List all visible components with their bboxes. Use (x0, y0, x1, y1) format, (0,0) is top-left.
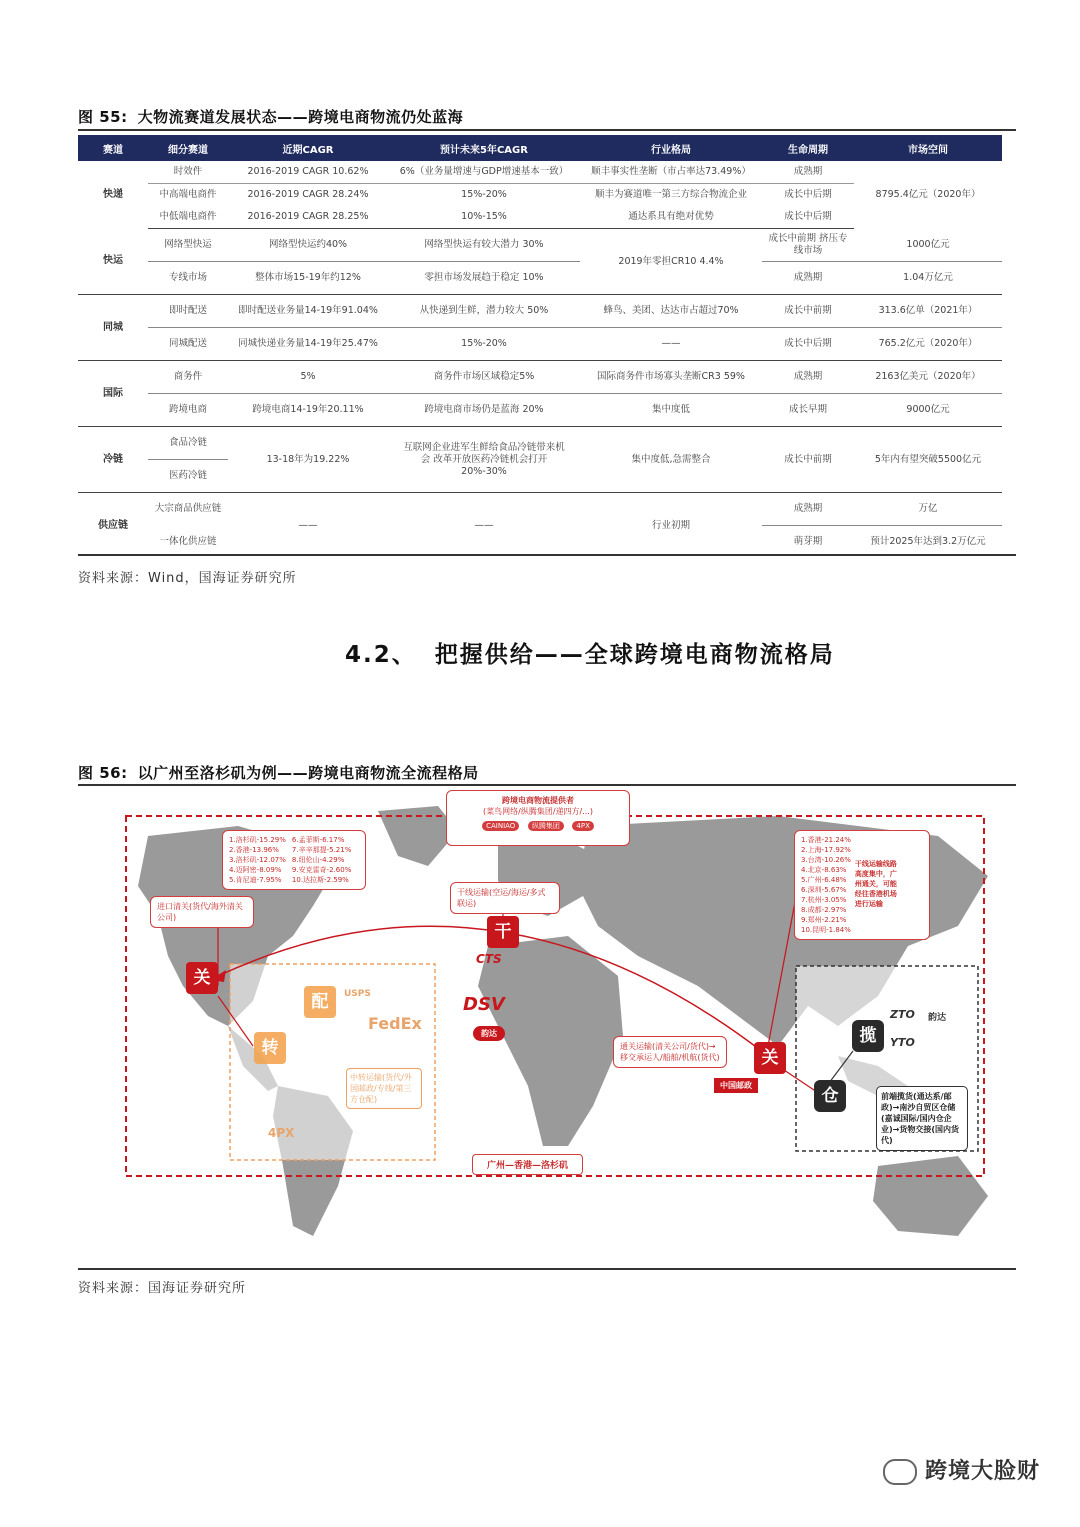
header-track: 赛道 (78, 135, 148, 161)
header-recent-cagr: 近期CAGR (228, 135, 388, 161)
cell-lifecycle: 成长早期 (762, 394, 854, 427)
cell-cagr: 跨境电商14-19年20.11% (228, 394, 388, 427)
list-item: 7.杭州-3.05% (801, 896, 847, 904)
market-status-table (78, 135, 1002, 558)
source-note: 资料来源：Wind，国海证券研究所 (78, 571, 297, 586)
header-pattern: 行业格局 (580, 135, 762, 161)
cell-future: 网络型快运有较大潜力 30% (388, 229, 580, 262)
table-row (78, 328, 1002, 361)
cell-subtrack: 跨境电商 (148, 394, 228, 427)
cell-lifecycle: 成长中前期 (762, 427, 854, 493)
cell-cagr: 网络型快运约40% (228, 229, 388, 262)
list-item: 2.香港-13.96% (229, 846, 279, 854)
figure-bottom-rule (78, 1268, 1016, 1270)
table-row (78, 161, 1002, 184)
cell-category: 同城 (78, 295, 148, 361)
cell-pattern: —— (580, 328, 762, 361)
table-row (78, 361, 1002, 394)
list-item: 6.深圳-5.67% (801, 886, 847, 894)
cell-pattern: 蜂鸟、美团、达达市占超过70% (580, 295, 762, 328)
cell-cagr: 2016-2019 CAGR 10.62% (247, 166, 369, 177)
list-item: 8.成都-2.97% (801, 906, 847, 914)
cell-future: 零担市场发展趋于稳定 10% (388, 262, 580, 295)
cell-cagr: —— (298, 519, 318, 531)
cainiao-logo: CAINIAO (482, 821, 519, 831)
cell-cagr: 5% (228, 361, 388, 394)
cell-lifecycle: 成长中后期 (762, 206, 854, 229)
gan-badge: 干 (487, 916, 519, 948)
cell-cagr: 整体市场15-19年约12% (228, 262, 388, 295)
list-item: 10.达拉斯-2.59% (291, 876, 349, 884)
cell-lifecycle: 成长中后期 (784, 189, 832, 200)
cell-pattern: 通达系具有绝对优势 (580, 206, 762, 229)
cell-lifecycle: 成熟期 (762, 493, 854, 526)
logistics-provider-box (446, 790, 630, 846)
table-header-row (78, 135, 1002, 161)
cts-logo: CTS (476, 952, 502, 966)
figure-55-title (78, 106, 463, 127)
table-row (78, 295, 1002, 328)
cell-future: 6%（业务量增速与GDP增速基本一致） (399, 166, 569, 177)
table-bottom-rule (78, 554, 1016, 556)
cell-subtrack: 大宗商品供应链 (154, 503, 222, 515)
table-row (78, 262, 1002, 295)
cell-pattern: 顺丰为赛道唯一第三方综合物流企业 (594, 189, 747, 200)
cell-subtrack: 商务件 (148, 361, 228, 394)
list-item: 3.台湾-10.26% (801, 856, 851, 864)
cell-lifecycle: 成熟期 (762, 361, 854, 394)
cell-cagr: 2016-2019 CAGR 28.24% (247, 189, 369, 200)
cell-pattern: 集中度低,急需整合 (580, 427, 762, 493)
cell-subtrack: 中低端电商件 (148, 206, 228, 229)
cn-trunk-note: 干线运输线路高度集中，广州通关，可能经往香港机场进行运输 (854, 860, 897, 908)
source-note: 资料来源：国海证券研究所 (78, 1281, 247, 1296)
wechat-brand (883, 1454, 1040, 1485)
cn-airport-ranking (794, 830, 930, 940)
yto-logo: YTO (890, 1036, 915, 1049)
guan-badge-cn: 关 (754, 1042, 786, 1074)
cell-cagr: 2016-2019 CAGR 28.25% (228, 206, 388, 229)
list-item: 6.孟菲斯-6.17% (291, 836, 345, 844)
cell-cagr: 同城快递业务量14-19年25.47% (228, 328, 388, 361)
cell-future: 从快递到生鲜，潜力较大 50% (388, 295, 580, 328)
list-item: 8.纽伦山-4.29% (291, 856, 345, 864)
cell-lifecycle: 成熟期 (793, 166, 823, 177)
cell-category: 供应链 (98, 519, 128, 531)
fedex-logo: FedEx (368, 1014, 422, 1033)
cell-market: 1000亿元 (854, 229, 1002, 262)
list-item: 7.辛辛那提-5.21% (291, 846, 352, 854)
section-title: 把握供给——全球跨境电商物流格局 (434, 642, 835, 668)
table-row (78, 229, 1002, 262)
brand-name: 跨境大脸财 (924, 1459, 1040, 1484)
cell-future: 10%-15% (388, 206, 580, 229)
cell-subtrack: 食品冷链 (148, 427, 228, 460)
figure-56-title (78, 762, 479, 783)
header-market: 市场空间 (854, 135, 1002, 161)
list-item: 5.广州-6.48% (801, 876, 847, 884)
figure-number: 图 56: (78, 764, 128, 782)
yunda-logo: 韵达 (928, 1013, 947, 1023)
cell-market: 预计2025年达到3.2万亿元 (870, 536, 986, 547)
list-item: 4.北京-8.63% (801, 866, 847, 874)
4px-logo: 4PX (572, 821, 593, 831)
section-number: 4.2、 (345, 642, 417, 668)
table-row (78, 394, 1002, 427)
cell-pattern: 集中度低 (580, 394, 762, 427)
trunk-transport-box: 干线运输(空运/海运/多式联运) (450, 882, 560, 914)
cell-market: 765.2亿元（2020年） (854, 328, 1002, 361)
cell-future: —— (474, 519, 494, 531)
cell-lifecycle: 成长中前期 挤压专线市场 (762, 229, 854, 262)
figure-number: 图 55: (78, 108, 128, 126)
zongteng-logo: 纵腾集团 (528, 821, 564, 831)
guan-badge-us: 关 (186, 962, 218, 994)
cell-category: 冷链 (78, 427, 148, 493)
cell-cagr: 即时配送业务量14-19年91.04% (228, 295, 388, 328)
pei-badge: 配 (304, 986, 336, 1018)
import-clearance-box: 进口清关(货代/海外清关公司) (150, 896, 254, 928)
cell-market: 万亿 (854, 493, 1002, 526)
route-label: 广州—香港—洛杉矶 (472, 1154, 583, 1175)
cell-pattern: 行业初期 (651, 519, 690, 531)
header-lifecycle: 生命周期 (762, 135, 854, 161)
figure-title-text: 以广州至洛杉矶为例——跨境电商物流全流程格局 (137, 764, 479, 782)
cell-pattern: 2019年零担CR10 4.4% (580, 229, 762, 295)
list-item: 4.迈阿密-8.09% (229, 866, 282, 874)
cell-lifecycle: 成长中后期 (762, 328, 854, 361)
table-row (78, 493, 1002, 526)
cang-badge: 仓 (814, 1080, 846, 1112)
title-rule (78, 129, 1016, 131)
list-item: 9.安克雷奇-2.60% (291, 866, 352, 874)
cell-lifecycle: 成长中前期 (762, 295, 854, 328)
us-airport-ranking (222, 830, 366, 890)
lan-badge: 揽 (852, 1020, 884, 1052)
list-item: 9.郑州-2.21% (801, 916, 847, 924)
last-mile-box: 中转运输(货代/外国邮政/专线/第三方仓配) (346, 1068, 422, 1109)
cell-future: 15%-20% (388, 328, 580, 361)
china-post-logo: 中国邮政 (714, 1078, 758, 1093)
cell-subtrack: 医药冷链 (148, 460, 228, 493)
header-future-cagr: 预计未来5年CAGR (388, 135, 580, 161)
figure-title-text: 大物流赛道发展状态——跨境电商物流仍处蓝海 (137, 108, 464, 126)
cell-pattern: 国际商务件市场寡头垄断CR3 59% (580, 361, 762, 394)
list-item: 2.上海-17.92% (801, 846, 851, 854)
list-item: 3.洛杉矶-12.07% (229, 856, 286, 864)
cell-market: 2163亿美元（2020年） (854, 361, 1002, 394)
list-item: 10.昆明-1.84% (801, 926, 851, 934)
first-mile-box: 前端揽货(通达系/邮政)→南沙自贸区仓储(嘉诚国际/国内仓企业)→货物交接(国内货代) (876, 1086, 968, 1151)
provider-title: 跨境电商物流提供者 (502, 796, 574, 805)
zto-logo: ZTO (890, 1008, 915, 1021)
cell-market: 5年内有望突破5500亿元 (854, 427, 1002, 493)
list-item: 1.香港-21.24% (801, 836, 851, 844)
cell-subtrack: 即时配送 (148, 295, 228, 328)
cell-subtrack: 中高端电商件 (159, 189, 217, 200)
cell-category: 快递 (103, 188, 123, 200)
section-heading (345, 636, 835, 669)
cell-pattern: 顺丰事实性垄断（市占率达73.49%） (591, 166, 751, 177)
cell-market: 1.04万亿元 (854, 262, 1002, 295)
yunda-express-logo: 韵达 (473, 1026, 505, 1041)
logistics-map-figure (78, 786, 1016, 1258)
table-row (78, 427, 1002, 460)
dsv-logo: DSV (463, 994, 505, 1015)
cell-future: 商务件市场区域稳定5% (388, 361, 580, 394)
cell-category: 快运 (78, 229, 148, 295)
cell-subtrack: 同城配送 (148, 328, 228, 361)
cell-future: 跨境电商市场仍是蓝海 20% (388, 394, 580, 427)
cell-market: 9000亿元 (854, 394, 1002, 427)
provider-subtitle: (菜鸟网络/纵腾集团/递四方/...) (483, 807, 593, 816)
cell-future: 互联网企业进军生鲜给食品冷链带来机会 改革开放医药冷链机会打开 20%-30% (388, 427, 580, 493)
usps-logo: USPS (344, 989, 371, 999)
header-subtrack: 细分赛道 (148, 135, 228, 161)
cell-lifecycle: 成熟期 (762, 262, 854, 295)
list-item: 1.洛杉矶-15.29% (229, 836, 286, 844)
cell-cagr: 13-18年为19.22% (228, 427, 388, 493)
cell-market: 8795.4亿元（2020年） (875, 188, 981, 200)
zhuan-badge: 转 (254, 1032, 286, 1064)
cell-subtrack: 一体化供应链 (159, 535, 217, 547)
list-item: 5.肯尼迪-7.95% (229, 876, 282, 884)
cell-subtrack: 时效件 (173, 166, 203, 177)
cell-lifecycle: 萌芽期 (793, 536, 823, 547)
cell-subtrack: 专线市场 (148, 262, 228, 295)
cell-market: 313.6亿单（2021年） (854, 295, 1002, 328)
cell-category: 国际 (78, 361, 148, 427)
customs-transport-box: 通关运输(清关公司/货代)→移交承运人/船舶/机航(货代) (613, 1036, 727, 1068)
wechat-icon (883, 1459, 917, 1485)
cell-subtrack: 网络型快运 (148, 229, 228, 262)
4px-logo: 4PX (268, 1126, 295, 1140)
cell-future: 15%-20% (461, 189, 507, 200)
